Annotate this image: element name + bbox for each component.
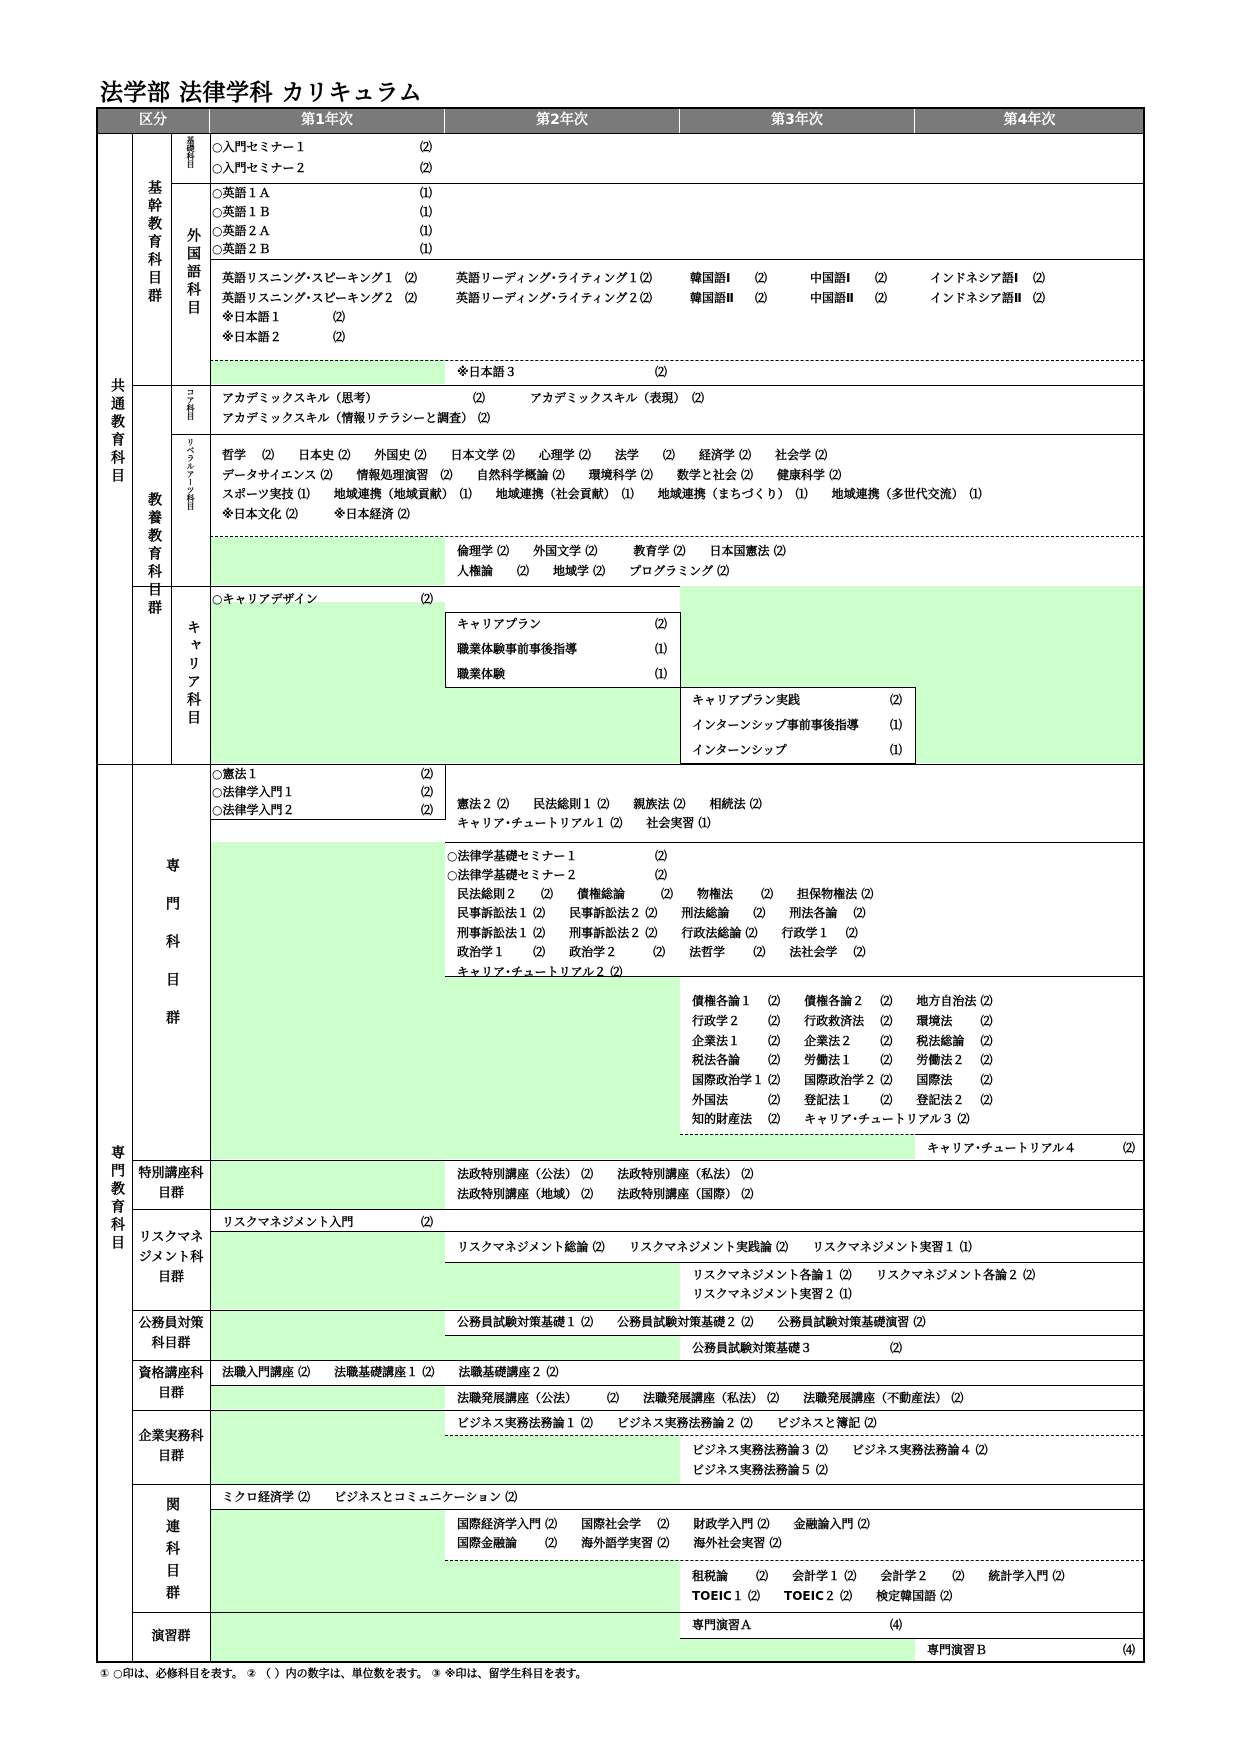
- group-seminar: 演習群: [151, 1629, 191, 1644]
- course-credit: ⑴: [420, 242, 433, 256]
- course-line: 倫理学 ⑵ 外国文学 ⑵ 教育学 ⑵ 日本国憲法 ⑵: [457, 544, 786, 558]
- group-risk: リスクマネジメント科目群: [138, 1230, 204, 1285]
- course-line: 法職発展講座（公法） ⑵ 法職発展講座（私法） ⑵ 法職発展講座（不動産法） ⑵: [457, 1391, 964, 1405]
- course-line: 外国法 ⑵ 登記法１ ⑵ 登記法２ ⑵: [692, 1093, 993, 1107]
- course-item: ○入門セミナー１: [212, 140, 307, 154]
- header-year1: 第1年次: [210, 107, 445, 133]
- course-credit: ⑴: [420, 224, 433, 238]
- course-item: ○英語２Ｂ: [212, 242, 271, 256]
- group-liberal: 教養教育科目群: [146, 492, 162, 618]
- course-credit: ⑴: [655, 642, 668, 656]
- course-line: 国際金融論 ⑵ 海外語学実習 ⑵ 海外社会実習 ⑵: [457, 1536, 782, 1550]
- group-license: 資格講座科目群: [138, 1366, 204, 1401]
- course-line: 民事訴訟法１ ⑵ 民事訴訟法２ ⑵ 刑法総論 ⑵ 刑法各論 ⑵: [457, 906, 866, 920]
- group-common: 共通教育科目: [109, 378, 125, 486]
- course-line: 憲法２ ⑵ 民法総則１ ⑵ 親族法 ⑵ 相続法 ⑵: [457, 797, 762, 811]
- course-line: ミクロ経済学 ⑵ ビジネスとコミュニケーション ⑵: [222, 1490, 518, 1504]
- course-credit: ⑵: [755, 291, 768, 305]
- course-item: 中国語Ⅰ: [810, 271, 851, 285]
- group-basic: 基幹教育科目群: [146, 180, 162, 306]
- group-basic-foundation: 基礎科目: [186, 136, 195, 168]
- course-credit: ⑵: [655, 617, 668, 631]
- course-credit: ⑵: [421, 803, 434, 817]
- course-line: 人権論 ⑵ 地域学 ⑵ プログラミング ⑵: [457, 564, 730, 578]
- footnote: ① ○印は、必修科目を表す。 ② （ ）内の数字は、単位数を表す。 ③ ※印は、留学生科目を表す。: [100, 1667, 587, 1680]
- page-title: 法学部 法律学科 カリキュラム: [100, 80, 423, 106]
- course-line: ビジネス実務法務論３ ⑵ ビジネス実務法務論４ ⑵: [692, 1443, 988, 1457]
- course-credit: ⑵: [655, 365, 668, 379]
- course-credit: ⑵: [640, 291, 653, 305]
- group-foreign: 外国語科目: [185, 228, 201, 318]
- group-civil: 公務員対策科目群: [138, 1316, 204, 1351]
- group-related: 関連科目群: [164, 1497, 180, 1607]
- group-liberal-arts: リベラルアーツ科目: [186, 438, 195, 510]
- course-line: TOEIC１ ⑵ TOEIC２ ⑵ 検定韓国語 ⑵: [692, 1589, 953, 1603]
- course-line: 法政特別講座（公法） ⑵ 法政特別講座（私法） ⑵: [457, 1167, 754, 1181]
- course-item: アカデミックスキル（情報リテラシーと調査）: [222, 411, 474, 425]
- course-item: ※日本語１: [222, 310, 282, 324]
- course-credit: ⑵: [875, 271, 888, 285]
- course-line: スポーツ実技 ⑴ 地域連携（地域貢献） ⑴ 地域連携（社会貢献） ⑴ 地域連携（まちづくり） ⑴ 地域連携（多世代交流） ⑴: [222, 487, 982, 501]
- course-item: ○英語１Ａ: [212, 186, 271, 200]
- course-line: ビジネス実務法務論１ ⑵ ビジネス実務法務論２ ⑵ ビジネスと簿記 ⑵: [457, 1416, 877, 1430]
- header-year3: 第3年次: [680, 107, 915, 133]
- course-item: ※日本語２: [222, 330, 282, 344]
- course-item: 英語リーディング･ライティング１: [456, 271, 640, 285]
- course-credit: ⑵: [640, 271, 653, 285]
- course-credit: ⑵: [755, 271, 768, 285]
- course-line: キャリア･チュートリアル２ ⑵: [457, 965, 623, 979]
- course-item: ○憲法１: [212, 767, 259, 781]
- course-credit: ⑷: [1123, 1643, 1136, 1657]
- course-credit: ⑵: [405, 271, 418, 285]
- course-item: アカデミックスキル（表現）: [530, 391, 686, 405]
- course-item: 専門演習Ａ: [692, 1618, 753, 1632]
- course-credit: ⑴: [420, 205, 433, 219]
- course-credit: ⑴: [655, 667, 668, 681]
- course-item: キャリア･チュートリアル４: [927, 1141, 1077, 1155]
- course-credit: ⑵: [333, 330, 346, 344]
- course-item: 英語リーディング･ライティング２: [456, 291, 640, 305]
- group-special-lecture: 特別講座科目群: [138, 1166, 204, 1201]
- course-item: ○法律学基礎セミナー１: [447, 849, 578, 863]
- course-credit: ⑵: [473, 391, 486, 405]
- course-line: 債権各論１ ⑵ 債権各論２ ⑵ 地方自治法 ⑵: [692, 994, 993, 1008]
- course-credit: ⑵: [1033, 291, 1046, 305]
- course-item: 専門演習Ｂ: [927, 1643, 988, 1657]
- course-item: キャリアプラン実践: [692, 693, 801, 707]
- course-line: ビジネス実務法務論５ ⑵: [692, 1463, 828, 1477]
- course-item: キャリアプラン: [457, 617, 542, 631]
- course-item: ○入門セミナー２: [212, 161, 307, 175]
- course-line: 税法各論 ⑵ 労働法１ ⑵ 労働法２ ⑵: [692, 1053, 993, 1067]
- course-item: インドネシア語Ⅰ: [930, 271, 1019, 285]
- course-line: 法政特別講座（地域） ⑵ 法政特別講座（国際） ⑵: [457, 1187, 754, 1201]
- course-credit: ⑵: [333, 310, 346, 324]
- course-item: 英語リスニング･スピーキング２: [222, 291, 395, 305]
- course-line: 刑事訴訟法１ ⑵ 刑事訴訟法２ ⑵ 行政法総論 ⑵ 行政学１ ⑵: [457, 926, 858, 940]
- course-credit: ⑵: [1033, 271, 1046, 285]
- course-line: 国際政治学１ ⑵ 国際政治学２ ⑵ 国際法 ⑵: [692, 1073, 993, 1087]
- course-item: ○英語１Ｂ: [212, 205, 271, 219]
- course-credit: ⑵: [405, 291, 418, 305]
- course-item: ○キャリアデザイン: [212, 592, 318, 606]
- course-item: 英語リスニング･スピーキング１: [222, 271, 395, 285]
- course-credit: ⑵: [890, 693, 903, 707]
- header-year4: 第4年次: [915, 107, 1144, 133]
- course-line: 政治学１ ⑵ 政治学２ ⑵ 法哲学 ⑵ 法社会学 ⑵: [457, 945, 866, 959]
- course-item: 公務員試験対策基礎３: [692, 1341, 813, 1355]
- course-line: 行政学２ ⑵ 行政救済法 ⑵ 環境法 ⑵: [692, 1014, 993, 1028]
- course-credit: ⑵: [478, 411, 491, 425]
- course-credit: ⑴: [890, 718, 903, 732]
- header-category: 区分: [97, 107, 210, 133]
- course-line: リスクマネジメント総論 ⑵ リスクマネジメント実践論 ⑵ リスクマネジメント実習１ ⑴: [457, 1240, 972, 1254]
- course-item: ○法律学基礎セミナー２: [447, 868, 578, 882]
- course-item: ○英語２Ａ: [212, 224, 271, 238]
- course-item: 韓国語Ⅰ: [690, 271, 731, 285]
- course-credit: ⑵: [421, 592, 434, 606]
- course-line: キャリア･チュートリアル１ ⑵ 社会実習 ⑴: [457, 816, 711, 830]
- course-credit: ⑵: [1123, 1141, 1136, 1155]
- course-credit: ⑴: [420, 186, 433, 200]
- course-credit: ⑵: [655, 849, 668, 863]
- course-item: 韓国語Ⅱ: [690, 291, 734, 305]
- course-line: 法職入門講座 ⑵ 法職基礎講座１ ⑵ 法職基礎講座２ ⑵: [222, 1365, 559, 1379]
- header-year2: 第2年次: [445, 107, 680, 133]
- course-line: 国際経済学入門 ⑵ 国際社会学 ⑵ 財政学入門 ⑵ 金融論入門 ⑵: [457, 1517, 870, 1531]
- group-career: キャリア科目: [185, 620, 201, 728]
- course-item: ○法律学入門１: [212, 785, 295, 799]
- course-line: 哲学 ⑵ 日本史 ⑵ 外国史 ⑵ 日本文学 ⑵ 心理学 ⑵ 法学 ⑵ 経済学 ⑵ 社会学 ⑵: [222, 448, 828, 462]
- course-credit: ⑵: [420, 161, 433, 175]
- course-item: ○法律学入門２: [212, 803, 295, 817]
- group-senmon: 専門科目群: [164, 858, 180, 1048]
- course-credit: ⑵: [420, 140, 433, 154]
- course-credit: ⑴: [890, 743, 903, 757]
- course-line: リスクマネジメント実習２ ⑴: [692, 1287, 852, 1301]
- course-line: 租税論 ⑵ 会計学１ ⑵ 会計学２ ⑵ 統計学入門 ⑵: [692, 1569, 1065, 1583]
- course-credit: ⑷: [890, 1618, 903, 1632]
- course-line: 民法総則２ ⑵ 債権総論 ⑵ 物権法 ⑵ 担保物権法 ⑵: [457, 887, 874, 901]
- course-line: データサイエンス ⑵ 情報処理演習 ⑵ 自然科学概論 ⑵ 環境科学 ⑵ 数学と社会 ⑵ 健康科学 ⑵: [222, 468, 842, 482]
- course-item: 職業体験事前事後指導: [457, 642, 578, 656]
- course-credit: ⑵: [421, 785, 434, 799]
- group-business: 企業実務科目群: [138, 1429, 204, 1464]
- course-line: ※日本文化 ⑵ ※日本経済 ⑵: [222, 507, 410, 521]
- course-item: インドネシア語Ⅱ: [930, 291, 1022, 305]
- group-core: コア科目: [186, 388, 195, 420]
- course-line: 知的財産法 ⑵ キャリア･チュートリアル３ ⑵: [692, 1112, 970, 1126]
- course-line: 公務員試験対策基礎１ ⑵ 公務員試験対策基礎２ ⑵ 公務員試験対策基礎演習 ⑵: [457, 1315, 926, 1329]
- course-credit: ⑵: [421, 767, 434, 781]
- course-credit: ⑵: [875, 291, 888, 305]
- course-item: 中国語Ⅱ: [810, 291, 854, 305]
- course-line: リスクマネジメント各論１ ⑵ リスクマネジメント各論２ ⑵: [692, 1268, 1036, 1282]
- course-credit: ⑵: [655, 868, 668, 882]
- course-line: 企業法１ ⑵ 企業法２ ⑵ 税法総論 ⑵: [692, 1034, 993, 1048]
- course-credit: ⑵: [692, 391, 705, 405]
- course-credit: ⑵: [421, 1215, 434, 1229]
- course-item: 職業体験: [457, 667, 506, 681]
- group-specialized: 専門教育科目: [109, 1145, 125, 1253]
- course-item: ※日本語３: [457, 365, 517, 379]
- course-item: インターンシップ事前事後指導: [692, 718, 859, 732]
- course-item: インターンシップ: [692, 743, 787, 757]
- course-item: アカデミックスキル（思考）: [222, 391, 378, 405]
- course-credit: ⑵: [890, 1341, 903, 1355]
- course-item: リスクマネジメント入門: [222, 1215, 354, 1229]
